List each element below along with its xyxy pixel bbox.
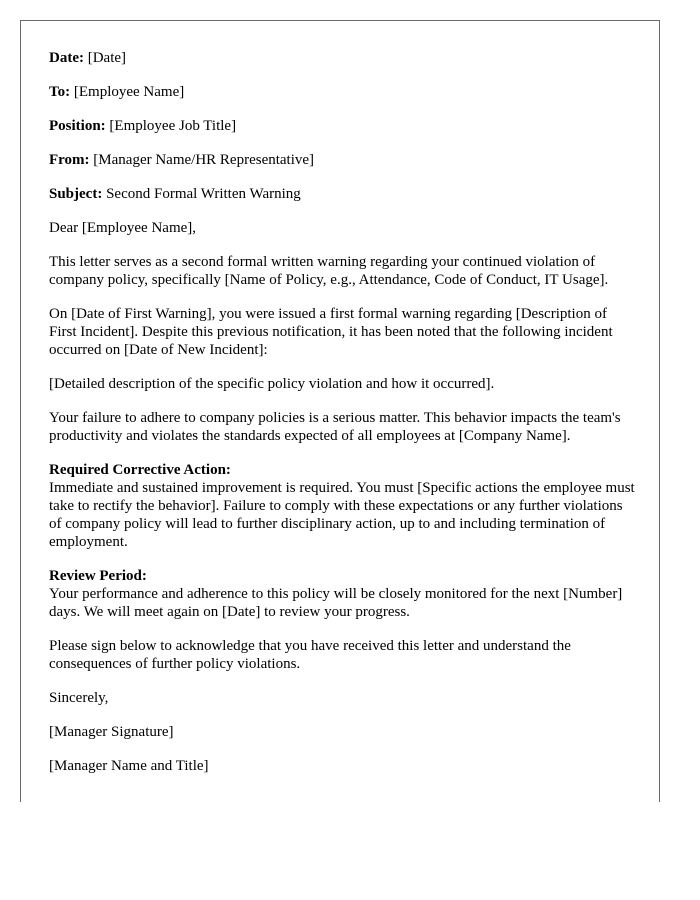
subject-value: Second Formal Written Warning (106, 186, 301, 202)
to-label: To: (49, 84, 71, 100)
salutation: Dear [Employee Name], (49, 220, 197, 236)
manager-signature: [Manager Signature] (49, 724, 174, 740)
position-label: Position: (49, 118, 106, 134)
manager-name-title: [Manager Name and Title] (49, 758, 209, 774)
to-line (49, 83, 637, 101)
date-line (49, 49, 637, 67)
from-line (49, 151, 637, 169)
subject-label: Subject: (49, 186, 103, 202)
position-value: [Employee Job Title] (109, 118, 237, 134)
from-label: From: (49, 152, 90, 168)
paragraph-impact: Your failure to adhere to company policies is a serious matter. This behavior impacts the team's productivity and violates the standards expected of all employees at [Company Name]. (49, 410, 621, 444)
position-line (49, 117, 637, 135)
date-label: Date: (49, 50, 84, 66)
paragraph-first-warning: On [Date of First Warning], you were issued a first formal warning regarding [Description of First Incident]. Despite this previous notification, it has been noted that the following incident occurred on [Date of New Incident]: (49, 306, 613, 358)
from-value: [Manager Name/HR Representative] (93, 152, 315, 168)
review-period-heading: Review Period: (49, 568, 147, 584)
corrective-action-text: Immediate and sustained improvement is required. You must [Specific actions the employee must take to rectify the behavior]. Failure to comply with these expectations or any further violations of company policy will lead to further disciplinary action, up to and including termination of employment. (49, 480, 635, 550)
subject-line (49, 185, 637, 203)
paragraph-intro: This letter serves as a second formal written warning regarding your continued violation of company policy, specifically [Name of Policy, e.g., Attendance, Code of Conduct, IT Usage]. (49, 254, 609, 288)
to-value: [Employee Name] (73, 84, 185, 100)
review-period-section (49, 567, 637, 621)
review-period-text: Your performance and adherence to this policy will be closely monitored for the next [Number] days. We will meet again on [Date] to review your progress. (49, 586, 623, 620)
paragraph-incident-description: [Detailed description of the specific policy violation and how it occurred]. (49, 376, 495, 392)
paragraph-acknowledge: Please sign below to acknowledge that you have received this letter and understand the consequences of further policy violations. (49, 638, 571, 672)
date-value: [Date] (87, 50, 127, 66)
corrective-action-heading: Required Corrective Action: (49, 462, 231, 478)
closing-sincerely: Sincerely, (49, 690, 109, 706)
corrective-action-section (49, 461, 637, 551)
letter-content (49, 49, 637, 791)
letter-page (20, 20, 660, 802)
